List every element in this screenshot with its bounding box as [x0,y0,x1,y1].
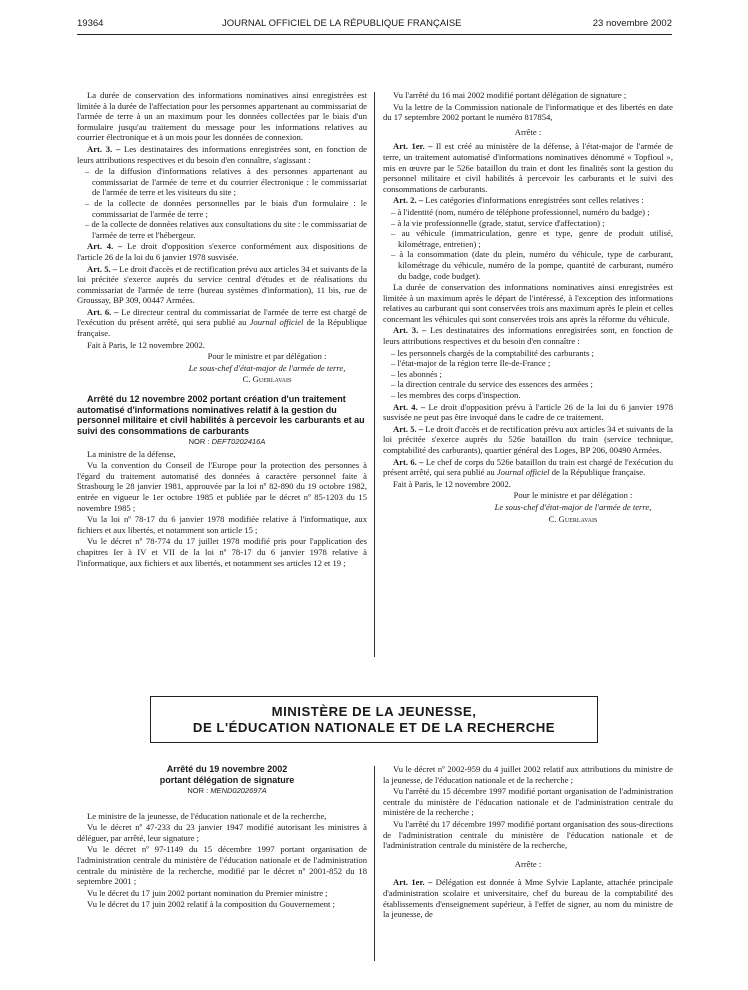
nor-reference: NOR : MEND0202697A [187,786,267,795]
paragraph: La durée de conservation des informations nominatives ainsi enregistrées est limitée à un maximum après le départ de l'intéressé, à l'exception des informations relatives au carburant qui sont conservées trois ans maximum après le plein et celles concernant les véhicules qui sont conservées trois ans après la réforme du véhicule. [383,282,673,324]
article-1: Art. 1er. – Il est créé au ministère de la défense, à l'état-major de l'armée de terre, un traitement automatisé d'informations nominatives dénommé « Topfioul », mis en œuvre par le 526e bataillon du train et dont les finalités sont la gestion du personnel militaire et civil habilités à percevoir les carburants et le suivi des consommations de carburants. [383,141,673,194]
article-3-list [77,166,367,240]
nor-reference: NOR : DEFT0202416A [188,437,266,447]
signature-name: C. Guerlavais [242,374,292,385]
paragraph: Vu l'arrêté du 16 mai 2002 modifié portant délégation de signature ; [393,90,627,100]
signature-date: Fait à Paris, le 12 novembre 2002. [87,339,205,350]
article-3-list [383,348,673,401]
list-item: – de la collecte de données personnelles par le biais d'un formulaire : le commissariat de l'armée de terre ; [85,198,367,219]
list-item: – au véhicule (immatriculation, genre et type, genre de produit utilisé, kilométrage, entretien) ; [391,228,673,249]
paragraph: La ministre de la défense, [87,448,176,459]
list-item: – les abonnés ; [391,369,673,380]
signature-title: Le sous-chef d'état-major de l'armée de terre, [494,501,652,512]
paragraph: Vu le décret du 17 juin 2002 relatif à la composition du Gouvernement ; [87,899,335,910]
article-5: Art. 5. – Le droit d'accès et de rectification prévu aux articles 34 et suivants de la loi précitée s'exerce auprès du 526e bataillon du train (service technique, comptabilité des carburants), quartier général des Loges, BP 206, 00490 Armées. [383,423,673,455]
signature-line: Pour le ministre et par délégation : [207,351,327,362]
ministry-line-2: DE L'ÉDUCATION NATIONALE ET DE LA RECHERCHE [192,719,556,735]
signature-name: C. Guerlavais [548,513,598,524]
paragraph: Vu le décret nº 97-1149 du 15 décembre 1997 portant organisation de l'administration centrale du ministère de l'éducation nationale et de l'administration centrale du ministère de la recherche, modifié par le décret nº 2001-852 du 18 septembre 2001 ; [77,844,367,887]
signature-title: Le sous-chef d'état-major de l'armée de terre, [188,362,346,373]
list-item: – la direction centrale du service des essences des armées ; [391,379,673,390]
ministry-line-1: MINISTÈRE DE LA JEUNESSE, [271,703,477,719]
column-top-right [383,90,673,525]
column-bottom-left [77,764,367,911]
article-3: Art. 3. – Les destinataires des informations enregistrées sont, en fonction de leurs attributions respectives et du besoin d'en connaître, s'agissant : [77,143,367,165]
list-item: – à la vie professionnelle (grade, statut, service d'affectation) ; [391,218,673,229]
list-item: – l'état-major de la région terre Ile-de-France ; [391,358,673,369]
paragraph: Vu le décret nº 2002-959 du 4 juillet 2002 relatif aux attributions du ministre de la jeunesse, de l'éducation nationale et de la recherche ; [383,764,673,785]
signature-line: Pour le ministre et par délégation : [513,490,633,501]
list-item: – de la diffusion d'informations relatives à des personnes appartenant au commissariat de l'armée de terre et du courrier électronique : le commissariat de l'armée de terre et les visiteurs du site ; [85,166,367,198]
column-top-left [77,90,367,569]
paragraph: La durée de conservation des informations nominatives ainsi enregistrées est limitée à la durée de l'affectation pour les personnes appartenant au commissariat de l'armée de terre à un an maximum pour les données collectées par le biais d'un formulaire jusqu'au traitement du message pour les informations relatives au courrier électronique et à un mois pour les données de connexion. [77,90,367,143]
header-rule [77,34,672,35]
paragraph: Vu le décret nº 78-774 du 17 juillet 1978 modifié pris pour l'application des chapitres Ier à IV et VII de la loi nº 78-17 du 6 janvier 1978 relative à l'informatique, aux fichiers et aux libertés, et notamment ses articles 12 et 19 ; [77,536,367,568]
paragraph: Vu le décret nº 47-233 du 23 janvier 1947 modifié autorisant les ministres à déléguer, par arrêté, leur signature ; [77,822,367,843]
paragraph: Vu la convention du Conseil de l'Europe pour la protection des personnes à l'égard du traitement automatisé des données à caractère personnel faite à Strasbourg le 28 janvier 1981, approuvée par la loi nº 82-890 du 19 octobre 1982, entrée en vigueur le 1er octobre 1985 et publiée par le décret nº 85-1203 du 15 novembre 1985 ; [77,460,367,513]
list-item: – les membres des corps d'inspection. [391,390,673,401]
column-divider [374,766,375,961]
column-bottom-right [383,764,673,921]
paragraph: Vu la loi nº 78-17 du 6 janvier 1978 modifiée relative à l'informatique, aux fichiers et aux libertés, et notamment son article 15 ; [77,514,367,535]
column-divider [374,92,375,657]
page-number: 19364 [77,18,104,29]
article-2: Art. 2. – Les catégories d'informations enregistrées sont celles relatives : [393,195,644,206]
paragraph: Vu l'arrêté du 15 décembre 1997 modifié portant organisation de l'administration centrale du ministère de l'éducation nationale et de l'administration centrale du ministère de la recherche ; [383,786,673,818]
issue-date: 23 novembre 2002 [592,18,672,29]
paragraph: Vu la lettre de la Commission nationale de l'informatique et des libertés en date du 17 septembre 2002 portant le numéro 817854, [383,101,673,123]
ministry-heading [150,696,598,743]
list-item: – à l'identité (nom, numéro de téléphone professionnel, numéro du badge) ; [391,207,673,218]
article-4: Art. 4. – Le droit d'opposition s'exerce conformément aux dispositions de l'article 26 de la loi du 6 janvier 1978 susvisée. [77,241,368,262]
arrete-heading: Arrête : [514,126,542,137]
paragraph: Vu l'arrêté du 17 décembre 1997 modifié portant organisation des sous-directions de l'administration centrale du ministère de l'éducation nationale et de l'administration centrale du ministère de la recherche, [383,818,673,851]
list-item: – à la consommation (date du plein, numéro du véhicule, type de carburant, kilométrage du véhicule, numéro de la pompe, quantité de carburant, numéro du badge, code budget). [391,249,673,281]
article-2-list [383,207,673,281]
page-header [77,18,672,32]
article-6: Art. 6. – Le chef de corps du 526e bataillon du train est chargé de l'exécution du présent arrêté, qui sera publié au Journal officiel de la République française. [383,456,674,478]
article-1: Art. 1er. – Délégation est donnée à Mme Sylvie Laplante, attachée principale d'administration scolaire et universitaire, chef du bureau de la comptabilité des établissements d'enseignement supérieur, à l'effet de signer, au nom du ministre de la jeunesse, de [383,877,673,920]
decree-title-line-1: Arrêté du 19 novembre 2002 [166,764,288,774]
article-5: Art. 5. – Le droit d'accès et de rectification prévu aux articles 34 et suivants de la loi précitée s'exerce auprès du service central d'études et de réalisations du commissariat de l'armée de terre (bureau systèmes d'information), 11 bis, rue de Groussay, BP 309, 00447 Armées. [77,263,367,306]
decree-title-line-2: portant délégation de signature [159,774,295,785]
paragraph: Vu le décret du 17 juin 2002 portant nomination du Premier ministre ; [87,887,328,898]
article-6: Art. 6. – Le directeur central du commissariat de l'armée de terre est chargé de l'exécution du présent arrêté, qui sera publié au Journal officiel de la République française. [77,306,367,339]
decree-title: Arrêté du 12 novembre 2002 portant création d'un traitement automatisé d'informations nominatives relatif à la gestion du personnel militaire et civil habilités à percevoir les carburants et au suivi des consommations de carburants [77,394,365,436]
article-3: Art. 3. – Les destinataires des informations enregistrées sont, en fonction de leurs attributions respectives et du besoin d'en connaître : [383,325,673,347]
article-4: Art. 4. – Le droit d'opposition prévu à l'article 26 de la loi du 6 janvier 1978 susvisée ne peut pas être invoqué dans le cadre de ce traitement. [383,401,673,423]
paragraph: Le ministre de la jeunesse, de l'éducation nationale et de la recherche, [87,810,327,821]
arrete-heading: Arrête : [514,858,542,869]
signature-date: Fait à Paris, le 12 novembre 2002. [393,478,511,489]
list-item: – de la collecte de données relatives aux consultations du site : le commissariat de l'armée de terre et l'hébergeur. [85,219,367,240]
list-item: – les personnels chargés de la comptabilité des carburants ; [391,348,673,359]
journal-title: JOURNAL OFFICIEL DE LA RÉPUBLIQUE FRANÇAISE [222,18,462,29]
